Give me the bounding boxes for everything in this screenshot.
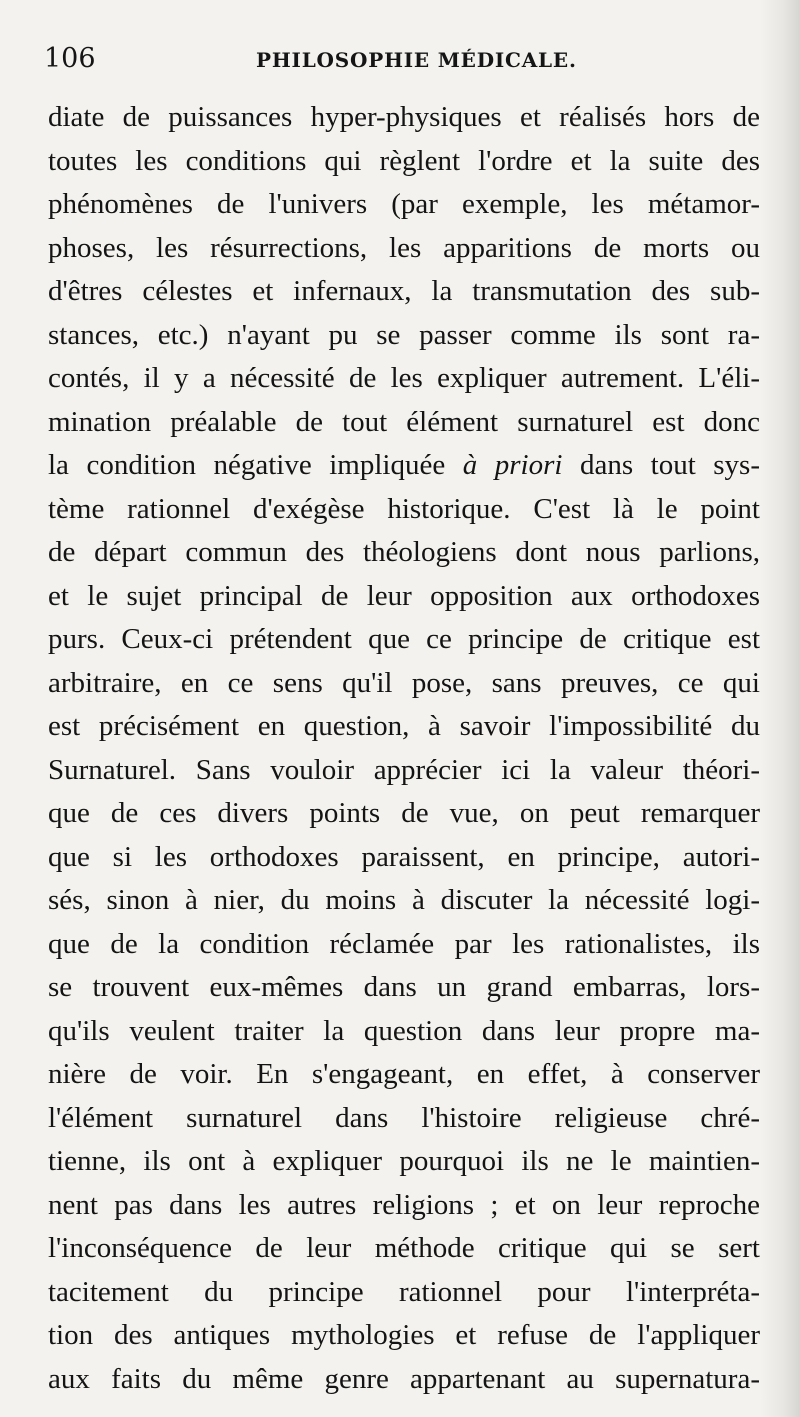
- body-text: [48, 96, 760, 1401]
- text-line: diate de puissances hyper-physiques et réalisés hors de: [48, 101, 760, 133]
- text-line: nière de voir. En s'engageant, en effet, à conserver: [48, 1058, 760, 1090]
- text-line: Surnaturel. Sans vouloir apprécier ici la valeur théori-: [48, 753, 760, 786]
- text-line: arbitraire, en ce sens qu'il pose, sans preuves, ce qui: [48, 666, 760, 699]
- text-segment: dans tout sys-: [562, 449, 760, 481]
- text-line: que de ces divers points de vue, on peut remarquer: [48, 797, 760, 829]
- text-line: sés, sinon à nier, du moins à discuter la nécessité logi-: [48, 884, 760, 916]
- text-line: que de la condition réclamée par les rationalistes, ils: [48, 927, 760, 960]
- text-line: tacitement du principe rationnel pour l'interpréta-: [48, 1275, 760, 1308]
- text-line: mination préalable de tout élément surnaturel est donc: [48, 405, 760, 438]
- page-gutter-shadow: [760, 0, 800, 1417]
- text-line: nent pas dans les autres religions ; et on leur reproche: [48, 1188, 760, 1221]
- text-line: [48, 444, 760, 488]
- text-line: phoses, les résurrections, les apparitions de morts ou: [48, 231, 760, 264]
- text-line: que si les orthodoxes paraissent, en principe, autori-: [48, 840, 760, 873]
- text-line: stances, etc.) n'ayant pu se passer comme ils sont ra-: [48, 318, 760, 351]
- text-segment: la condition négative impliquée: [48, 449, 463, 481]
- text-line: aux faits du même genre appartenant au supernatura-: [48, 1362, 760, 1395]
- text-line: phénomènes de l'univers (par exemple, les métamor-: [48, 188, 760, 220]
- page-header: [44, 44, 744, 84]
- text-line: qu'ils veulent traiter la question dans leur propre ma-: [48, 1014, 760, 1047]
- text-line: tion des antiques mythologies et refuse de l'appliquer: [48, 1319, 760, 1351]
- text-line: l'inconséquence de leur méthode critique qui se sert: [48, 1232, 760, 1264]
- text-line: purs. Ceux-ci prétendent que ce principe de critique est: [48, 623, 760, 655]
- text-line: se trouvent eux-mêmes dans un grand embarras, lors-: [48, 971, 760, 1003]
- text-line: de départ commun des théologiens dont nous parlions,: [48, 536, 760, 568]
- text-line: l'élément surnaturel dans l'histoire religieuse chré-: [48, 1101, 760, 1134]
- text-line: tienne, ils ont à expliquer pourquoi ils ne le maintien-: [48, 1145, 760, 1177]
- page-number: 106: [44, 43, 96, 74]
- text-line: et le sujet principal de leur opposition aux orthodoxes: [48, 579, 760, 612]
- text-line: toutes les conditions qui règlent l'ordre et la suite des: [48, 144, 760, 177]
- running-title: PHILOSOPHIE MÉDICALE.: [256, 48, 577, 72]
- text-line: tème rationnel d'exégèse historique. C'est là le point: [48, 492, 760, 525]
- text-line: est précisément en question, à savoir l'impossibilité du: [48, 710, 760, 742]
- emphasized-text: à priori: [462, 449, 563, 481]
- text-line: contés, il y a nécessité de les expliquer autrement. L'éli-: [48, 362, 760, 394]
- text-line: d'êtres célestes et infernaux, la transmutation des sub-: [48, 275, 760, 307]
